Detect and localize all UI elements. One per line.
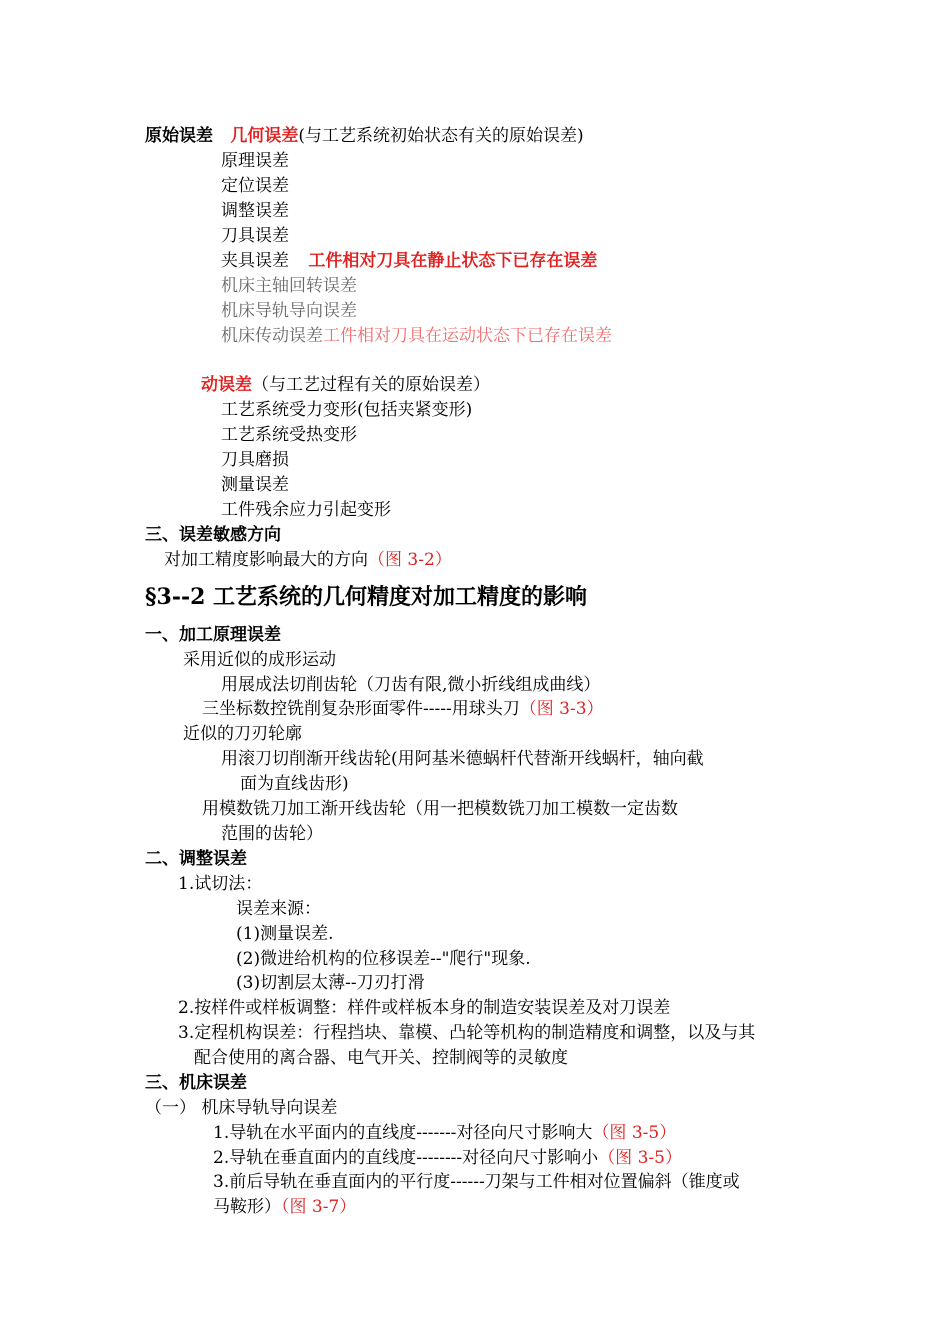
adjust-error-heading: 二、调整误差	[145, 849, 247, 869]
figure-ref: （图 3-7）	[281, 1197, 357, 1217]
sensitive-direction-heading: 三、误差敏感方向	[145, 525, 281, 545]
machine-line	[213, 1146, 682, 1170]
adjust-line: 误差来源：	[236, 899, 321, 919]
dynamic-error-note: （与工艺过程有关的原始误差）	[252, 375, 490, 395]
adjust-line: 2.按样件或样板调整：样件或样板本身的制造安装误差及对刀误差	[178, 998, 671, 1018]
machine-line-text: 1.导轨在水平面内的直线度-------对径向尺寸影响大	[213, 1123, 593, 1143]
dynamic-error-label: 动误差	[201, 375, 252, 395]
error-item: 定位误差	[221, 176, 289, 196]
principle-line: 近似的刀刃轮廓	[183, 724, 302, 744]
sensitive-direction-line	[164, 548, 452, 572]
adjust-line: (2)微进给机构的位移误差--"爬行"现象.	[236, 949, 531, 969]
principle-ball-cutter-line	[202, 697, 604, 721]
machine-line	[213, 1195, 356, 1219]
fixture-error-line	[221, 249, 597, 273]
adjust-line: 配合使用的离合器、电气开关、控制阀等的灵敏度	[194, 1048, 568, 1068]
principle-line: 三坐标数控铣削复杂形面零件-----用球头刀	[202, 699, 520, 719]
machine-error-heading: 三、机床误差	[145, 1073, 247, 1093]
error-item: 刀具误差	[221, 226, 289, 246]
adjust-line: (3)切割层太薄--刀刃打滑	[236, 973, 425, 993]
error-item: 原理误差	[221, 151, 289, 171]
static-state-note: 工件相对刀具在静止状态下已存在误差	[308, 251, 598, 271]
principle-line: 采用近似的成形运动	[183, 650, 336, 670]
principle-line: 面为直线齿形)	[240, 774, 349, 794]
principle-line: 用展成法切削齿轮（刀齿有限,微小折线组成曲线）	[221, 675, 601, 695]
dynamic-error-item: 工件残余应力引起变形	[221, 500, 391, 520]
figure-ref: （图 3-5）	[598, 1148, 682, 1168]
principle-line: 范围的齿轮）	[221, 824, 323, 844]
machine-line	[213, 1121, 676, 1145]
machine-line: 3.前后导轨在垂直面内的平行度------刀架与工件相对位置偏斜（锥度或	[213, 1172, 740, 1192]
dynamic-error-item: 工艺系统受热变形	[221, 425, 357, 445]
dynamic-error-line	[201, 373, 490, 397]
geometric-error-note: (与工艺系统初始状态有关的原始误差)	[298, 126, 584, 146]
adjust-line: 3.定程机构误差：行程挡块、靠模、凸轮等机构的制造精度和调整，以及与其	[178, 1023, 756, 1043]
machine-error-item: 机床主轴回转误差	[221, 276, 357, 296]
machine-error-item: 机床导轨导向误差	[221, 301, 357, 321]
original-error-label: 原始误差	[145, 126, 213, 146]
error-item: 调整误差	[221, 201, 289, 221]
principle-line: 用模数铣刀加工渐开线齿轮（用一把模数铣刀加工模数一定齿数	[202, 799, 678, 819]
machine-line-text: 马鞍形）	[213, 1197, 281, 1217]
motion-state-note: 工件相对刀具在运动状态下已存在误差	[323, 326, 612, 346]
machine-line-text: 2.导轨在垂直面内的直线度--------对径向尺寸影响小	[213, 1148, 599, 1168]
figure-ref: （图 3-3）	[519, 699, 604, 719]
dynamic-error-item: 测量误差	[221, 475, 289, 495]
chapter-title: §3--2 工艺系统的几何精度对加工精度的影响	[145, 584, 588, 610]
original-error-line	[145, 124, 584, 148]
principle-error-heading: 一、加工原理误差	[145, 625, 281, 645]
machine-error-item: 机床传动误差	[221, 326, 323, 346]
dynamic-error-item: 刀具磨损	[221, 450, 289, 470]
adjust-line: (1)测量误差.	[236, 924, 334, 944]
geometric-error-label: 几何误差	[230, 126, 299, 146]
sensitive-direction-text: 对加工精度影响最大的方向	[164, 550, 368, 570]
dynamic-error-item: 工艺系统受力变形(包括夹紧变形)	[221, 400, 473, 420]
figure-ref: （图 3-5）	[592, 1123, 677, 1143]
principle-line: 用滚刀切削渐开线齿轮(用阿基米德蜗杆代替渐开线蜗杆，轴向截	[221, 749, 704, 769]
figure-ref: （图 3-2）	[368, 550, 452, 570]
machine-subheading: （一） 机床导轨导向误差	[145, 1098, 338, 1118]
adjust-line: 1.试切法：	[178, 874, 263, 894]
transmission-error-line	[221, 324, 612, 348]
error-item: 夹具误差	[221, 251, 289, 271]
